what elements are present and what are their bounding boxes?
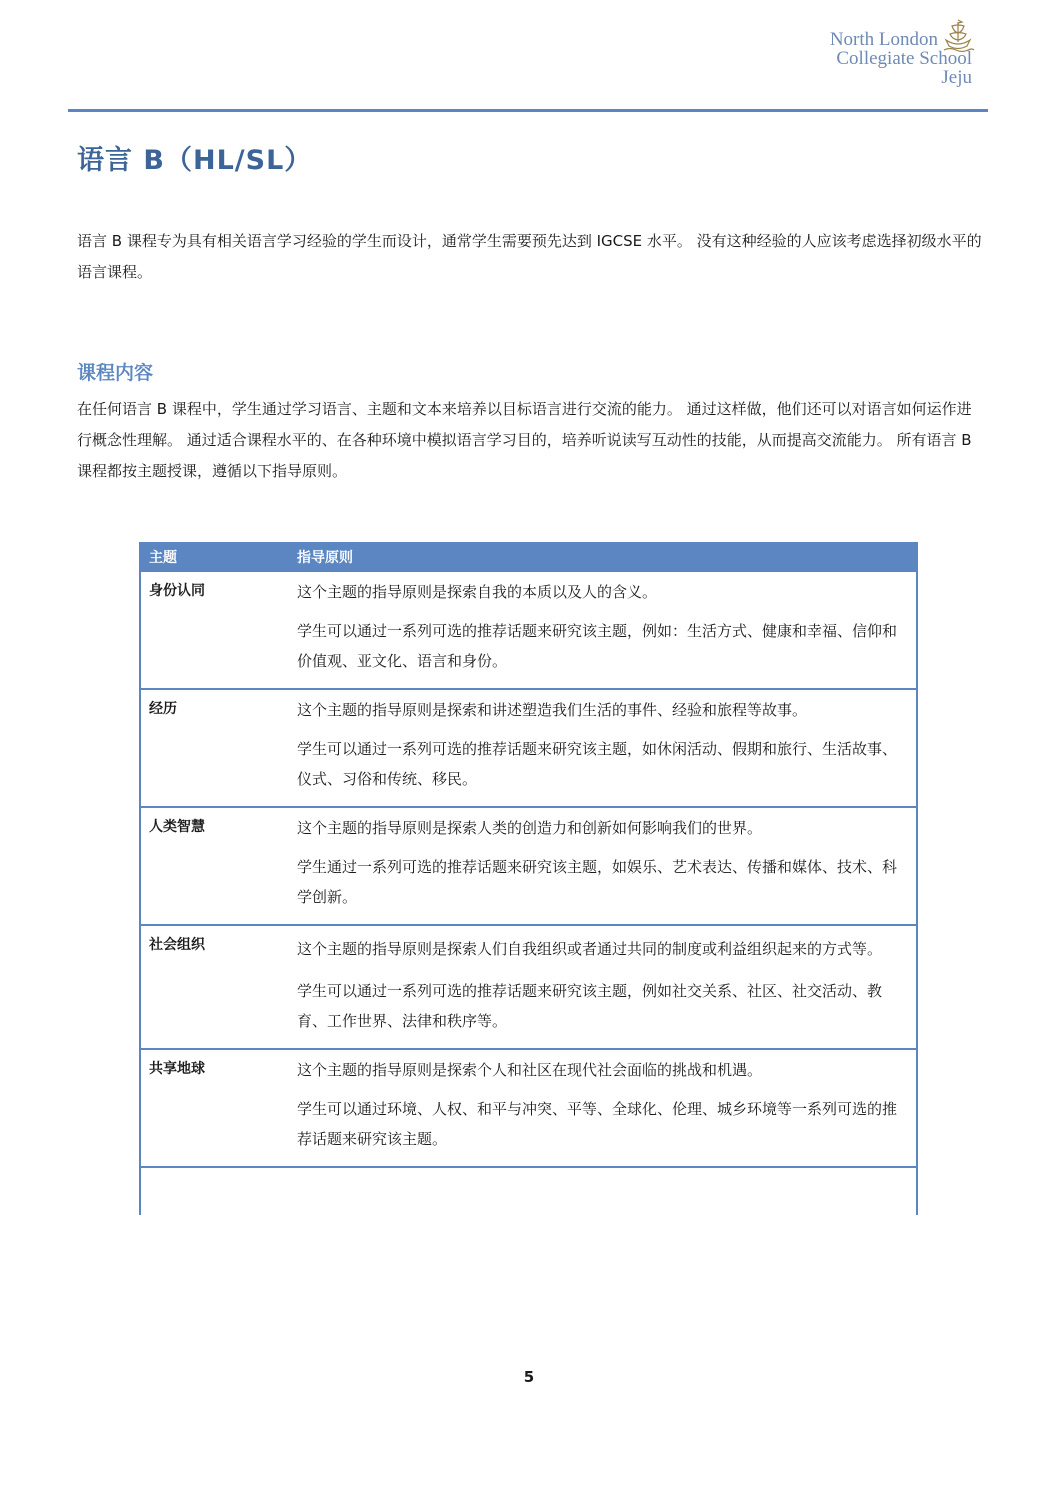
table-row bbox=[139, 925, 918, 1049]
theme-cell: 社会组织 bbox=[139, 925, 287, 1049]
table-row bbox=[139, 1049, 918, 1167]
page-number: 5 bbox=[523, 1368, 535, 1386]
page-title: 语言 B（HL/SL） bbox=[77, 145, 313, 176]
topics-text: 学生可以通过一系列可选的推荐话题来研究该主题，例如社交关系、社区、社交活动、教育、工作世界、法律和秩序等。 bbox=[297, 982, 883, 1030]
principle-text: 这个主题的指导原则是探索自我的本质以及人的含义。 bbox=[297, 583, 658, 601]
header-divider bbox=[68, 109, 988, 112]
principle-cell bbox=[287, 572, 918, 689]
ship-crest-icon bbox=[940, 16, 976, 56]
principle-text: 这个主题的指导原则是探索人类的创造力和创新如何影响我们的世界。 bbox=[297, 819, 763, 837]
section-heading: 课程内容 bbox=[77, 362, 154, 384]
logo-line: Collegiate School bbox=[836, 48, 972, 69]
logo-line: Jeju bbox=[941, 67, 972, 88]
table-header-row bbox=[139, 542, 918, 572]
table-row bbox=[139, 572, 918, 689]
principle-cell bbox=[287, 1049, 918, 1167]
theme-cell: 身份认同 bbox=[139, 572, 287, 689]
topics-text: 学生可以通过一系列可选的推荐话题来研究该主题，如休闲活动、假期和旅行、生活故事、仪式、习俗和传统、移民。 bbox=[297, 740, 898, 788]
section-paragraph: 在任何语言 B 课程中，学生通过学习语言、主题和文本来培养以目标语言进行交流的能力。 通过这样做，他们还可以对语言如何运作进行概念性理解。 通过适合课程水平的、在各种环境中模拟语言学习目的，培养听说读写互动性的技能，从而提高交流能力。 所有语言 B 课程都按主题授课，遵循以下指导原则。 bbox=[77, 400, 972, 480]
theme-cell: 共享地球 bbox=[139, 1049, 287, 1167]
principle-text: 这个主题的指导原则是探索和讲述塑造我们生活的事件、经验和旅程等故事。 bbox=[297, 701, 808, 719]
principle-cell bbox=[287, 925, 918, 1049]
principle-text: 这个主题的指导原则是探索人们自我组织或者通过共同的制度或利益组织起来的方式等。 bbox=[297, 940, 883, 958]
table-row bbox=[139, 689, 918, 807]
table-row bbox=[139, 807, 918, 925]
intro-paragraph: 语言 B 课程专为具有相关语言学习经验的学生而设计，通常学生需要预先达到 IGCSE 水平。 没有这种经验的人应该考虑选择初级水平的语言课程。 bbox=[77, 232, 982, 281]
header-theme: 主题 bbox=[139, 542, 287, 572]
principle-cell bbox=[287, 807, 918, 925]
principle-text: 这个主题的指导原则是探索个人和社区在现代社会面临的挑战和机遇。 bbox=[297, 1061, 763, 1079]
topics-text: 学生可以通过一系列可选的推荐话题来研究该主题，例如：生活方式、健康和幸福、信仰和价值观、亚文化、语言和身份。 bbox=[297, 622, 898, 670]
themes-table bbox=[139, 542, 918, 1168]
topics-text: 学生通过一系列可选的推荐话题来研究该主题，如娱乐、艺术表达、传播和媒体、技术、科学创新。 bbox=[297, 858, 898, 906]
school-logo bbox=[772, 22, 972, 94]
header-principle: 指导原则 bbox=[287, 542, 918, 572]
principle-cell bbox=[287, 689, 918, 807]
topics-text: 学生可以通过环境、人权、和平与冲突、平等、全球化、伦理、城乡环境等一系列可选的推荐话题来研究该主题。 bbox=[297, 1100, 898, 1148]
logo-line: North London bbox=[829, 29, 938, 50]
theme-cell: 人类智慧 bbox=[139, 807, 287, 925]
theme-cell: 经历 bbox=[139, 689, 287, 807]
